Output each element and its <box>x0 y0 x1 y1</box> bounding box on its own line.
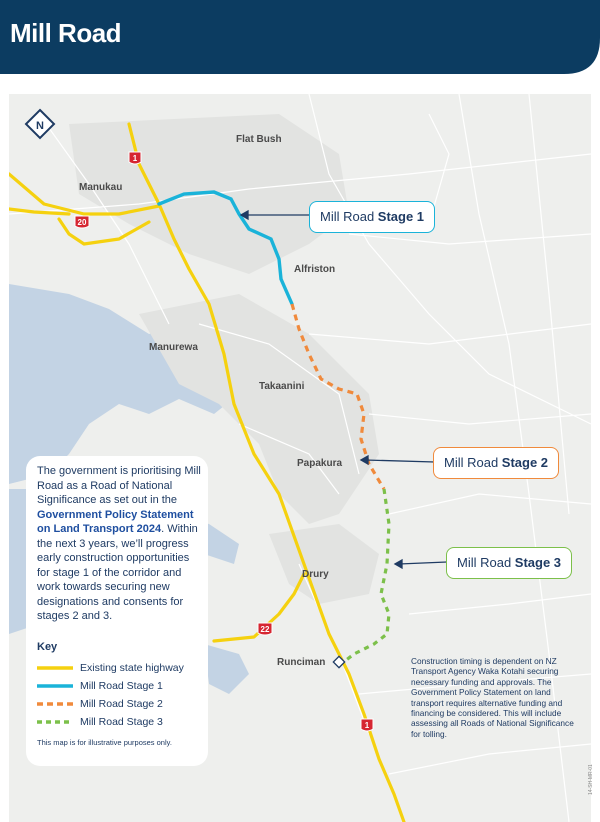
shield-label: 1 <box>364 721 370 730</box>
gps-link[interactable]: Government Policy Statement on Land Transport 2024 <box>37 508 194 535</box>
intro-text-part: . Within the next 3 years, we’ll progress early construction opportunities for stage 1 of the corridor and work towards securing new designations and consents for stages 2 and 3. <box>37 523 198 622</box>
place-label: Manukau <box>79 182 123 193</box>
shield-label: 20 <box>77 218 87 227</box>
intro-text <box>37 464 203 624</box>
shield-label: 1 <box>132 154 138 163</box>
map-disclaimer: This map is for illustrative purposes only. <box>37 738 172 747</box>
callout-stage-2 <box>433 447 559 479</box>
callout-stage-1 <box>309 201 435 233</box>
header-banner <box>0 0 600 74</box>
construction-note: Construction timing is dependent on NZ Transport Agency Waka Kotahi securing necessary funding and approvals. The Government Policy Statement on land transport requires alternative funding and financing be considered. This will include assessing all Roads of National Significance for tolling. <box>411 656 574 739</box>
callout-stage-label: Stage 3 <box>514 555 562 570</box>
place-label: Manurewa <box>149 342 198 353</box>
callout-stage-label: Stage 1 <box>377 209 425 224</box>
shield-label: 22 <box>260 625 270 634</box>
place-label: Papakura <box>297 458 343 469</box>
callout-prefix: Mill Road <box>457 555 515 570</box>
intro-text-part: The government is prioritising Mill Road as a Road of National Significance as set out in the <box>37 465 201 506</box>
key-item-label: Mill Road Stage 2 <box>80 698 163 710</box>
key-item-label: Existing state highway <box>80 662 184 674</box>
north-label: N <box>36 120 44 132</box>
place-label: Runciman <box>277 657 326 668</box>
key-swatch-stage-2 <box>37 701 73 707</box>
key-swatch-stage-3 <box>37 719 73 725</box>
key-swatch-highway <box>37 665 73 671</box>
key-title: Key <box>37 641 58 653</box>
callout-stage-3 <box>446 547 572 579</box>
place-label: Flat Bush <box>236 134 282 145</box>
key-swatch-stage-1 <box>37 683 73 689</box>
callout-stage-label: Stage 2 <box>501 455 549 470</box>
place-label: Takaanini <box>259 381 305 392</box>
callout-prefix: Mill Road <box>444 455 502 470</box>
key-item-label: Mill Road Stage 1 <box>80 680 163 692</box>
info-panel <box>26 456 208 766</box>
document-reference: 14-SH-MR-01 <box>588 764 594 795</box>
place-label: Alfriston <box>294 264 336 275</box>
key-item-label: Mill Road Stage 3 <box>80 716 163 728</box>
callout-prefix: Mill Road <box>320 209 378 224</box>
page-title: Mill Road <box>10 18 122 48</box>
place-label: Drury <box>302 569 329 580</box>
